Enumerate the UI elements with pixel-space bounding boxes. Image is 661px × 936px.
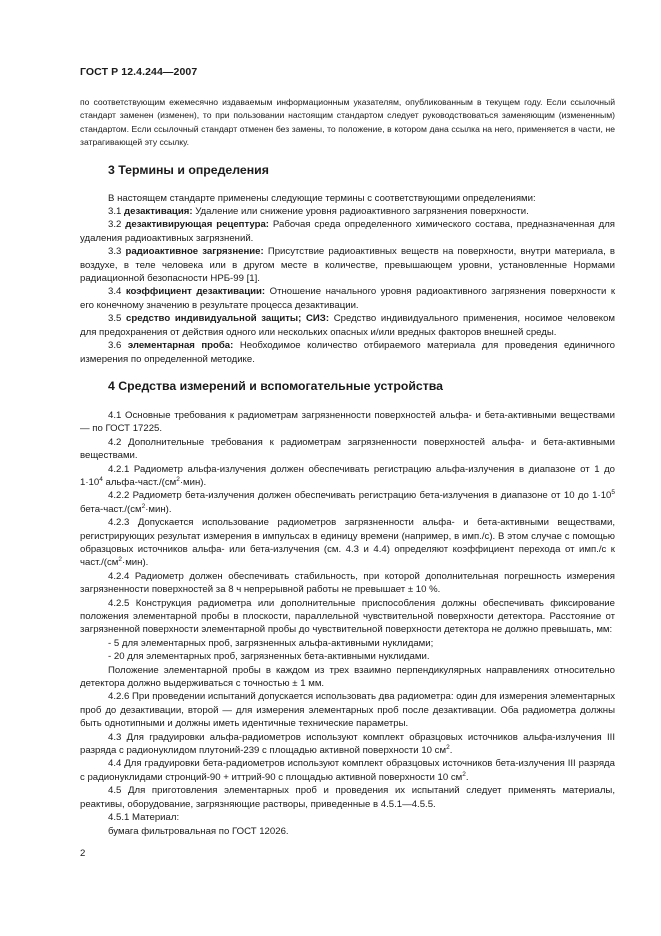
para-4-4: 4.4 Для градуировки бета-радиометров используют комплект образцовых источников бета-излучения III разряда с радионуклидами стронций-90 + иттрий-90 с площадью активной поверхности 10 $см^2$. — [80, 758, 615, 783]
para-4-2-3: 4.2.3 Допускается использование радиометров загрязненности альфа- и бета-активными веществами, регистрирующих результат измерения в импульсах в единицу времени (например, в имп./с). В этом случае с помощью образцовых источников альфа- или бета-излучения (см. 4.3 и 4.4) определяют коэффициент перехода от имп./с к $част./(см^2\cdot мин)$. — [80, 517, 615, 569]
term-name: коэффициент дезактивации: — [125, 286, 266, 298]
term-3-3: 3.3 радиоактивное загрязнение: Присутствие радиоактивных веществ на поверхности, внутри материала, в воздухе, в теле человека или в другом месте в количестве, превышающем уровни, установленные Нормами радиационной безопасности НРБ-99 [1]. — [80, 246, 615, 285]
intro-paragraph: по соответствующим ежемесячно издаваемым информационным указателям, опубликованным в текущем году. Если ссылочный стандарт заменен (изменен), то при пользовании настоящим стандартом следует руководствоваться заменяющим (измененным) стандартом. Если ссылочный стандарт отменен без замены, то положение, в котором дана ссылка на него, применяется в части, не затрагивающей эту ссылку. — [80, 97, 615, 148]
para-4-2-6: 4.2.6 При проведении испытаний допускается использовать два радиометра: один для измерения элементарных проб до дезактивации, второй — для измерения элементарных проб после дезактивации. Оба радиометра должны быть однотипными и должны иметь идентичные технические параметры. — [80, 691, 615, 730]
section-3-heading: 3 Термины и определения — [108, 162, 269, 177]
para-4-2-1: 4.2.1 Радиометр альфа-излучения должен обеспечивать регистрацию альфа-излучения в диапазоне от 1 до $1\cdot 10^4$ альфа-$част./(см^2\cdot мин)$. — [80, 463, 615, 488]
para-position: Положение элементарной пробы в каждом из трех взаимно перпендикулярных направлениях относительно детектора должно выдерживаться с точностью ± 1 мм. — [80, 664, 615, 690]
para-4-2-2: 4.2.2 Радиометр бета-излучения должен обеспечивать регистрацию бета-излучения в диапазоне от 10 до $1\cdot 10^5$ бета-$част./(см^2\cdot мин)$. — [80, 489, 615, 515]
term-name: элементарная проба: — [127, 340, 234, 352]
term-3-2: 3.2 дезактивирующая рецептура: Рабочая среда определенного химического состава, предназначенная для удаления радиоактивных загрязнений. — [80, 219, 615, 244]
para-paper: бумага фильтровальная по ГОСТ 12026. — [108, 825, 289, 837]
document-body — [80, 96, 615, 838]
page-number: 2 — [80, 848, 86, 859]
term-3-5: 3.5 средство индивидуальной защиты; СИЗ: Средство индивидуального применения, носимое человеком для предохранения от действия одного или нескольких опасных и/или вредных факторов внешней среды. — [80, 313, 616, 338]
para-4-5: 4.5 Для приготовления элементарных проб и проведения их испытаний следует применять материалы, реактивы, оборудование, загрязняющие растворы, приведенные в 4.5.1—4.5.5. — [80, 785, 615, 810]
term-name: радиоактивное загрязнение: — [125, 246, 264, 258]
term-name: дезактивация: — [124, 206, 193, 218]
para-4-2-4: 4.2.4 Радиометр должен обеспечивать стабильность, при которой дополнительная погрешность измерения загрязненности поверхностей за 8 ч непрерывной работы не превышает ± 10 %. — [80, 570, 615, 596]
list-item: - 20 для элементарных проб, загрязненных бета-активными нуклидами. — [108, 651, 430, 663]
list-item: - 5 для элементарных проб, загрязненных альфа-активными нуклидами; — [108, 637, 434, 649]
para-4-2-5: 4.2.5 Конструкция радиометра или дополнительные приспособления должны обеспечивать фиксирование положения элементарной пробы в плоскости, параллельной чувствительной поверхности детектора. Расстояние от загрязненной поверхности элементарной пробы до чувствительной поверхности детектора не должно превышать, мм: — [80, 597, 615, 636]
section-4-heading: 4 Средства измерений и вспомогательные устройства — [108, 378, 443, 393]
term-3-4: 3.4 коэффициент дезактивации: Отношение начального уровня радиоактивного загрязнения поверхности к его конечному значению в результате процесса дезактивации. — [80, 286, 616, 311]
para-4-3: 4.3 Для градуировки альфа-радиометров используют комплект образцовых источников альфа-излучения III разряда с радионуклидом плутоний-239 с площадью активной поверхности 10 $см^2$. — [80, 731, 615, 757]
para-4-2: 4.2 Дополнительные требования к радиометрам загрязненности поверхностей альфа- и бета-активными веществами. — [80, 436, 615, 462]
term-3-6: 3.6 элементарная проба: Необходимое количество отбираемого материала для проведения единичного измерения по определенной методике. — [80, 340, 616, 365]
term-name: средство индивидуальной защиты; СИЗ: — [126, 313, 330, 325]
term-3-1: 3.1 дезактивация: Удаление или снижение уровня радиоактивного загрязнения поверхности. — [108, 206, 529, 218]
document-header: ГОСТ Р 12.4.244—2007 — [80, 66, 198, 78]
para-4-5-1: 4.5.1 Материал: — [108, 812, 180, 824]
term-name: дезактивирующая рецептура: — [125, 219, 269, 231]
para-4-1: 4.1 Основные требования к радиометрам загрязненности поверхностей альфа- и бета-активными веществами — по ГОСТ 17225. — [80, 409, 615, 435]
section-3-lead: В настоящем стандарте применены следующие термины с соответствующими определениями: — [108, 192, 536, 204]
